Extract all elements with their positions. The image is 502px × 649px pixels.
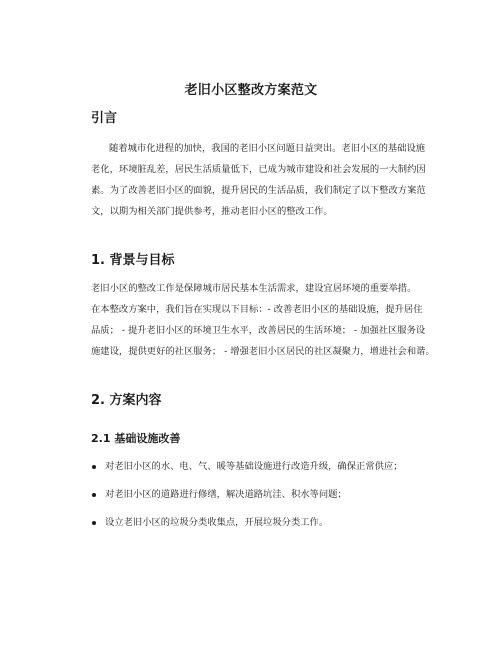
paragraph-introduction [91, 138, 426, 222]
bullet-icon [92, 465, 96, 469]
paragraph-line: 老旧小区的整改工作是保障城市居民基本生活需求，建设宜居环境的重要举措。 [91, 283, 417, 294]
heading-background-goals: 1. 背景与目标 [91, 253, 175, 268]
list-item-text: 对老旧小区的道路进行修缮，解决道路坑洼、积水等问题； [105, 489, 347, 500]
heading-introduction: 引言 [91, 111, 118, 126]
paragraph-line: 施建设，提供更好的社区服务； - 增强老旧小区居民的社区凝聚力，增进社会和谐。 [91, 346, 435, 357]
list-item [91, 487, 421, 515]
document-title: 老旧小区整改方案范文 [184, 83, 318, 98]
paragraph-line: 品质； - 提升老旧小区的环境卫生水平，改善居民的生活环境； - 加强社区服务设 [91, 325, 426, 336]
paragraph-line: 随着城市化进程的加快，我国的老旧小区问题日益突出。老旧小区的基础设施 [109, 143, 426, 154]
paragraph-line: 在本整改方案中，我们旨在实现以下目标：- 改善老旧小区的基础设施，提升居住 [91, 304, 423, 315]
paragraph-line: 老化，环境脏乱差，居民生活质量低下，已成为城市建设和社会发展的一大制约因 [91, 164, 426, 175]
bullet-icon [92, 521, 96, 525]
paragraph-background-goals [91, 278, 435, 362]
list-item [91, 459, 421, 487]
list-item-text: 设立老旧小区的垃圾分类收集点，开展垃圾分类工作。 [105, 517, 329, 528]
list-item [91, 515, 421, 543]
bullet-icon [92, 493, 96, 497]
subheading-infrastructure: 2.1 基础设施改善 [91, 432, 181, 445]
bullet-list-infrastructure [91, 459, 421, 543]
list-item-text: 对老旧小区的水、电、气、暖等基础设施进行改造升级，确保正常供应； [105, 461, 403, 472]
paragraph-line: 素。为了改善老旧小区的面貌，提升居民的生活品质，我们制定了以下整改方案范 [91, 185, 426, 196]
heading-plan-content: 2. 方案内容 [91, 393, 162, 408]
paragraph-line: 文，以期为相关部门提供参考，推动老旧小区的整改工作。 [91, 206, 333, 217]
